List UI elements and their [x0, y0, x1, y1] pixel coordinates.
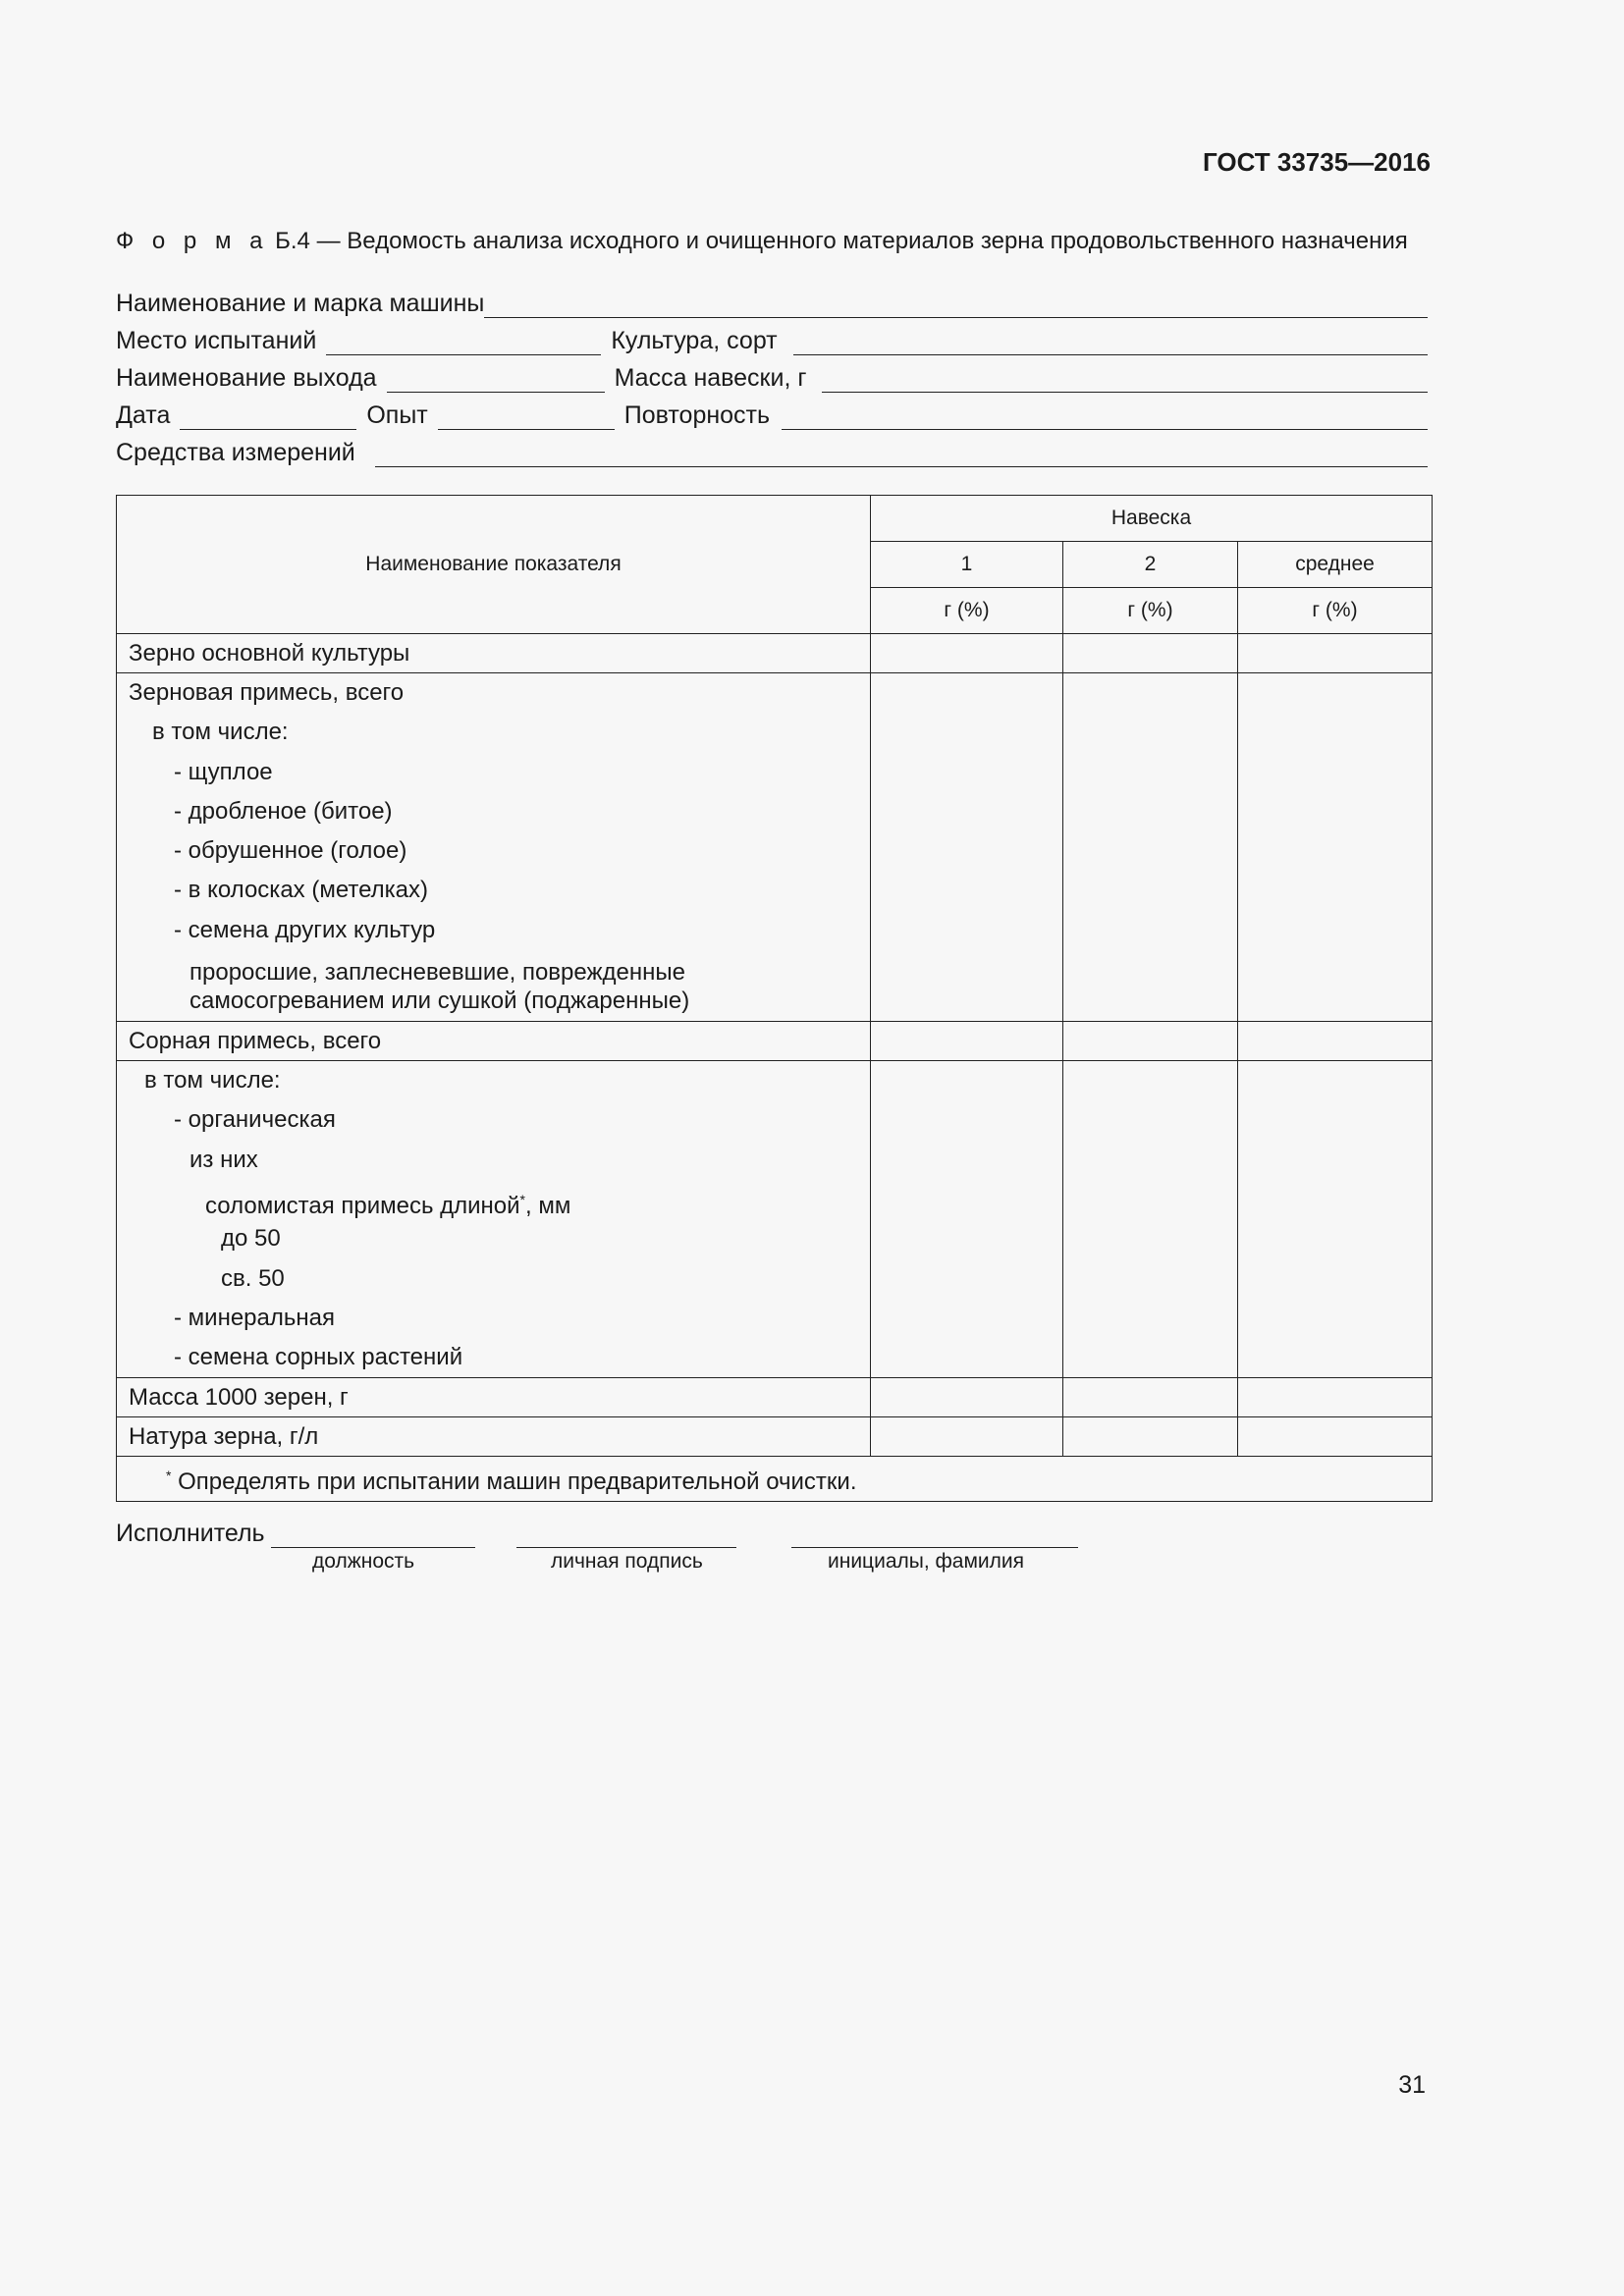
table-header-row — [117, 496, 1433, 542]
row-sprouted-line2: самосогреванием или сушкой (поджаренные) — [189, 988, 690, 1015]
footnote-mark: * — [166, 1468, 172, 1484]
instruments-field[interactable] — [375, 443, 1428, 467]
header-fields — [116, 281, 1428, 467]
row-sprouted — [117, 950, 870, 1021]
cell[interactable] — [1238, 634, 1433, 673]
cell[interactable] — [1063, 673, 1238, 1022]
repeat-field[interactable] — [782, 405, 1428, 430]
footnote-row — [117, 1457, 1433, 1502]
table-row — [117, 1022, 1433, 1061]
instruments-label: Средства измерений — [116, 439, 355, 466]
signature-caption: личная подпись — [551, 1550, 703, 1573]
row-hulled: - обрушенное (голое) — [174, 837, 407, 865]
executor-row — [116, 1520, 1196, 1548]
footnote — [117, 1457, 1432, 1501]
footnote-text: Определять при испытании машин предварительной очистки. — [178, 1468, 857, 1496]
row-of-them: из них — [189, 1146, 258, 1173]
crop-field[interactable] — [793, 331, 1428, 355]
repeat-label: Повторность — [623, 401, 771, 429]
cell[interactable] — [871, 1378, 1063, 1417]
table-row — [117, 1378, 1433, 1417]
row-mass1000: Масса 1000 зерен, г — [129, 1384, 349, 1412]
field-row-machine — [116, 281, 1428, 318]
cell[interactable] — [871, 634, 1063, 673]
experiment-field[interactable] — [438, 405, 615, 430]
row-broken: - дробленое (битое) — [174, 797, 393, 825]
field-row-place — [116, 318, 1428, 355]
cell[interactable] — [1238, 1061, 1433, 1378]
sample-group-header: Навеска — [871, 496, 1433, 542]
cell[interactable] — [1063, 1061, 1238, 1378]
cell[interactable] — [871, 673, 1063, 1022]
row-grain-impurity: Зерновая примесь, всего — [129, 679, 405, 706]
date-label: Дата — [116, 401, 171, 429]
page-number: 31 — [1398, 2071, 1426, 2099]
sample-mass-label: Масса навески, г — [614, 364, 807, 392]
row-straw-unit: , мм — [525, 1192, 571, 1219]
experiment-label: Опыт — [366, 401, 428, 429]
executor-label: Исполнитель — [116, 1520, 265, 1547]
row-shriveled: - щуплое — [174, 758, 273, 785]
executor-block — [116, 1520, 1196, 1577]
table-row — [117, 673, 1433, 1022]
cell[interactable] — [871, 1061, 1063, 1378]
cell[interactable] — [1238, 1022, 1433, 1061]
cell[interactable] — [1063, 634, 1238, 673]
row-straw — [117, 1180, 870, 1219]
machine-label: Наименование и марка машины — [116, 290, 485, 317]
row-main-grain: Зерно основной культуры — [129, 640, 410, 667]
position-field[interactable] — [271, 1520, 475, 1548]
unit-avg: г (%) — [1238, 588, 1433, 634]
table-row — [117, 1061, 1433, 1378]
form-number: Б.4 — [275, 228, 310, 254]
output-label: Наименование выхода — [116, 364, 377, 392]
cell[interactable] — [1238, 1378, 1433, 1417]
field-row-instruments — [116, 430, 1428, 467]
form-title — [116, 228, 1408, 255]
row-other-seeds: - семена других культур — [174, 916, 436, 943]
row-organic: - органическая — [174, 1106, 336, 1134]
crop-label: Культура, сорт — [611, 327, 778, 354]
row-incl: в том числе: — [144, 1067, 281, 1095]
analysis-table — [116, 495, 1433, 1502]
cell[interactable] — [1063, 1022, 1238, 1061]
row-weed-seeds: - семена сорных растений — [174, 1344, 463, 1371]
form-title-text: — Ведомость анализа исходного и очищенного материалов зерна продовольственного назначения — [316, 228, 1408, 254]
executor-captions — [116, 1548, 1196, 1577]
col-header-2: 2 — [1063, 542, 1238, 588]
machine-field[interactable] — [484, 294, 1428, 318]
row-upto50: до 50 — [221, 1225, 281, 1253]
signature-field[interactable] — [516, 1520, 736, 1548]
row-mineral: - минеральная — [174, 1304, 335, 1331]
table-row — [117, 634, 1433, 673]
cell[interactable] — [1063, 1417, 1238, 1457]
cell[interactable] — [871, 1022, 1063, 1061]
cell[interactable] — [1063, 1378, 1238, 1417]
name-caption: инициалы, фамилия — [828, 1550, 1024, 1573]
row-weed-impurity: Сорная примесь, всего — [129, 1028, 382, 1055]
unit-1: г (%) — [871, 588, 1063, 634]
cell[interactable] — [1238, 673, 1433, 1022]
place-field[interactable] — [326, 331, 601, 355]
row-incl: в том числе: — [152, 719, 289, 746]
cell[interactable] — [1238, 1417, 1433, 1457]
col-header-1: 1 — [871, 542, 1063, 588]
row-nature: Натура зерна, г/л — [129, 1423, 319, 1451]
date-field[interactable] — [180, 405, 356, 430]
standard-number: ГОСТ 33735—2016 — [1203, 147, 1431, 177]
col-name-header: Наименование показателя — [117, 496, 871, 634]
footnote-mark: * — [519, 1191, 525, 1207]
sample-mass-field[interactable] — [822, 368, 1428, 393]
row-sprouted-line1: проросшие, заплесневевшие, поврежденные — [189, 959, 685, 987]
col-header-avg: среднее — [1238, 542, 1433, 588]
place-label: Место испытаний — [116, 327, 317, 354]
row-in-ears: - в колосках (метелках) — [174, 877, 429, 904]
table-row — [117, 1417, 1433, 1457]
row-over50: св. 50 — [221, 1264, 285, 1292]
output-field[interactable] — [387, 368, 605, 393]
row-straw-text: соломистая примесь длиной — [205, 1192, 520, 1219]
cell[interactable] — [871, 1417, 1063, 1457]
unit-2: г (%) — [1063, 588, 1238, 634]
field-row-date — [116, 393, 1428, 430]
position-caption: должность — [312, 1550, 415, 1573]
name-field[interactable] — [791, 1520, 1078, 1548]
field-row-output — [116, 355, 1428, 393]
form-label: Ф о р м а — [116, 228, 269, 254]
